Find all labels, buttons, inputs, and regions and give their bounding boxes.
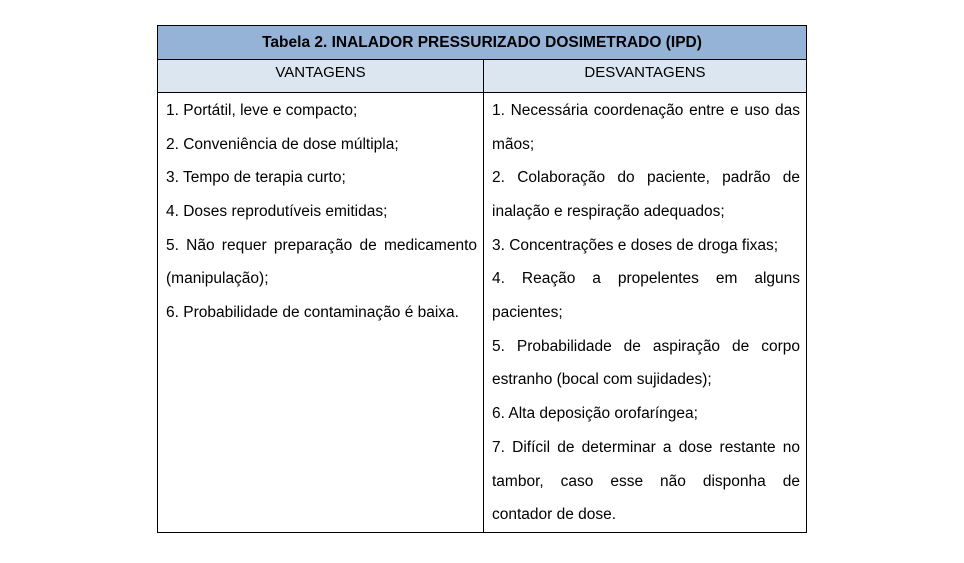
disadvantages-header: DESVANTAGENS	[584, 64, 706, 82]
ipd-table	[157, 25, 807, 533]
disadvantage-item: 3. Concentrações e doses de droga fixas;	[492, 236, 779, 254]
table-title: Tabela 2. INALADOR PRESSURIZADO DOSIMETRADO (IPD)	[158, 26, 806, 60]
advantage-item: 2. Conveniência de dose múltipla;	[166, 135, 399, 153]
advantage-item: 5. Não requer preparação de medicamento (manipulação);	[166, 236, 477, 288]
advantage-item: 3. Tempo de terapia curto;	[166, 169, 346, 187]
advantage-item: 6. Probabilidade de contaminação é baixa.	[166, 304, 459, 322]
disadvantage-item: 5. Probabilidade de aspiração de corpo estranho (bocal com sujidades);	[492, 337, 800, 389]
column-header-row	[158, 60, 806, 92]
table-body-row	[158, 93, 806, 532]
disadvantage-item: 1. Necessária coordenação entre e uso das mãos;	[492, 101, 800, 153]
disadvantage-item: 4. Reação a propelentes em alguns pacientes;	[492, 270, 800, 322]
advantage-item: 1. Portátil, leve e compacto;	[166, 101, 358, 119]
disadvantage-item: 2. Colaboração do paciente, padrão de inalação e respiração adequados;	[492, 169, 800, 220]
disadvantage-item: 6. Alta deposição orofaríngea;	[492, 405, 698, 423]
disadvantage-item: 7. Difícil de determinar a dose restante no tambor, caso esse não disponha de contador de dose.	[492, 438, 800, 524]
disadvantages-column	[484, 93, 806, 532]
advantage-item: 4. Doses reprodutíveis emitidas;	[166, 202, 388, 220]
advantages-header: VANTAGENS	[158, 60, 484, 91]
advantages-column	[158, 93, 484, 532]
